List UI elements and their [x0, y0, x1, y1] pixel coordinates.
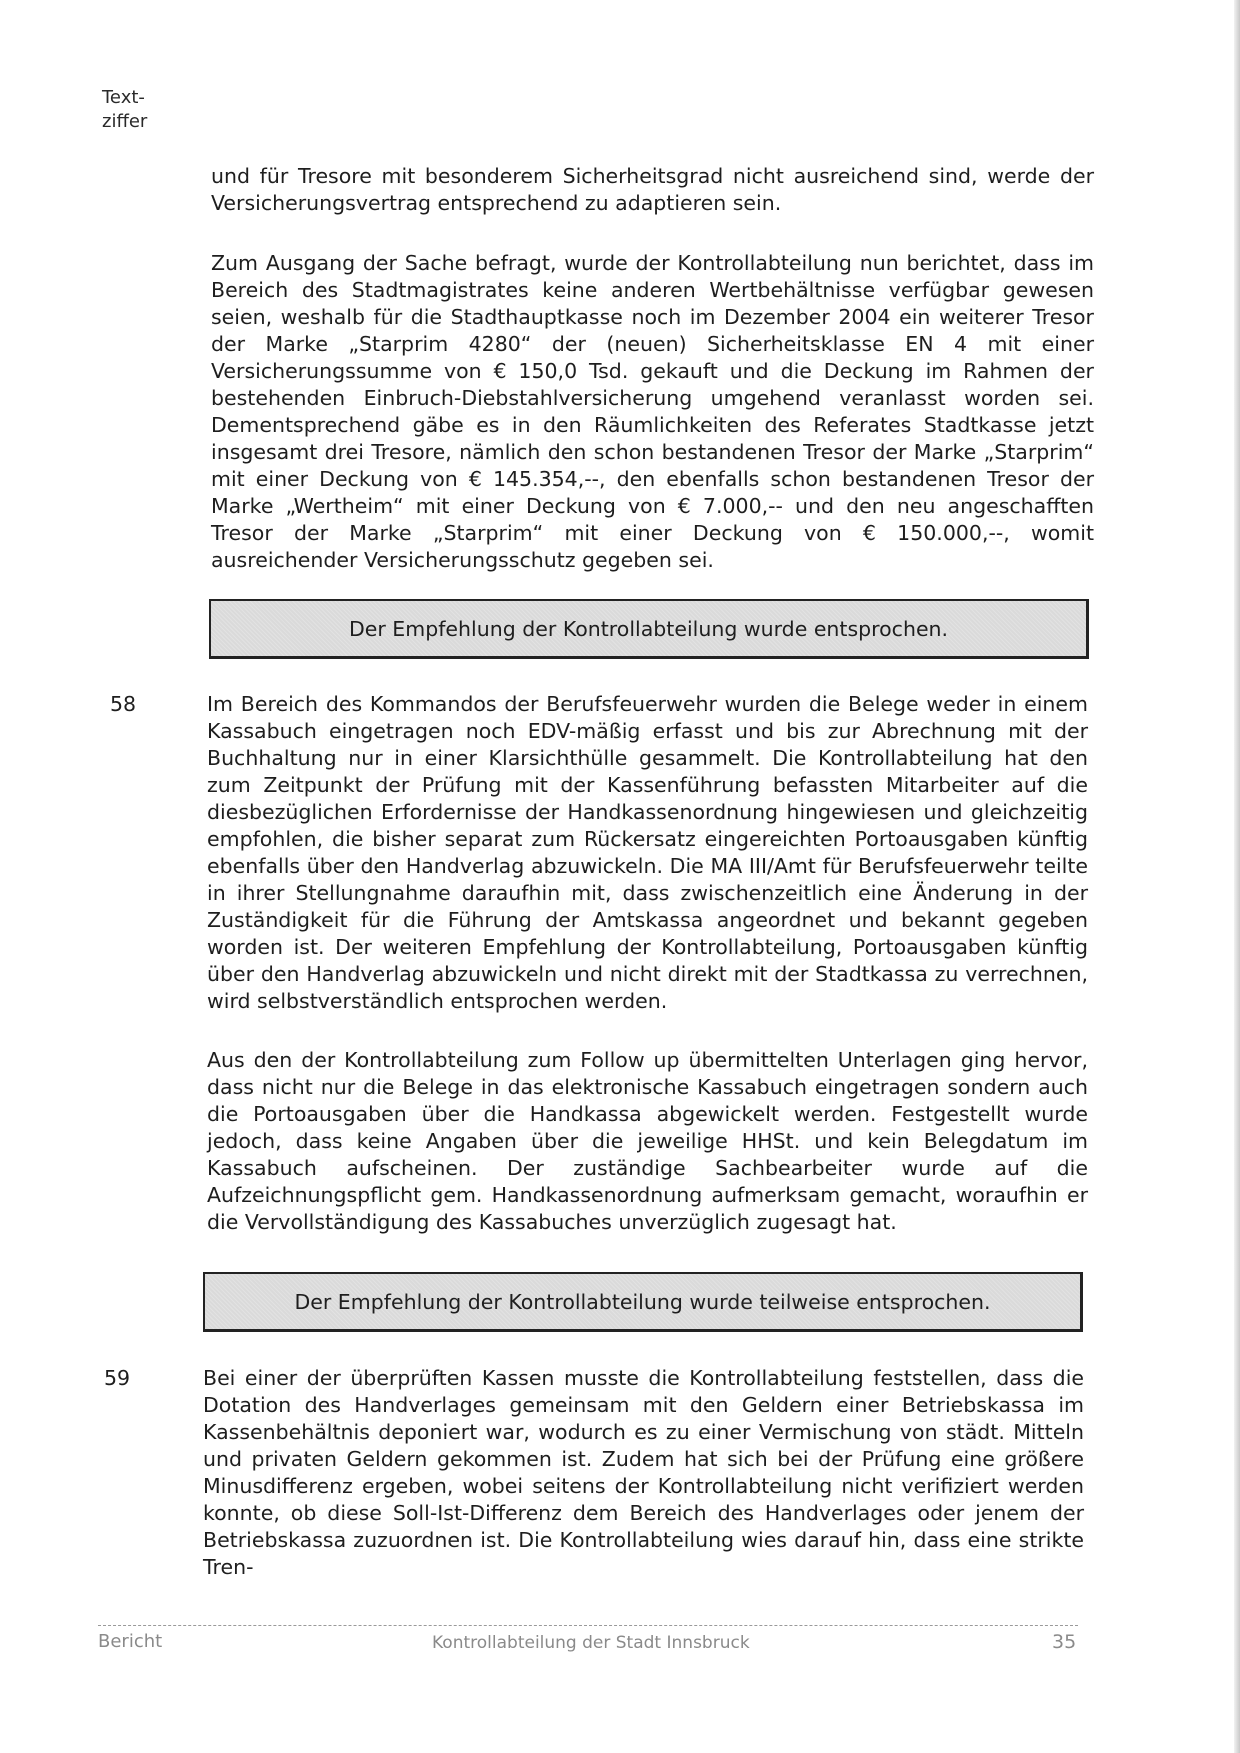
- textziffer-59: 59: [104, 1366, 131, 1390]
- textziffer-58: 58: [110, 692, 137, 716]
- verdict-box-1: [209, 599, 1089, 659]
- intro-paragraph-1: und für Tresore mit besonderem Sicherheitsgrad nicht ausreichend sind, werde der Versicherungsvertrag entsprechend zu adaptieren sein.: [211, 164, 1094, 215]
- section-59-paragraph-1: Bei einer der überprüften Kassen musste die Kontrollabteilung feststellen, dass die Dotation des Handverlages gemeinsam mit den Geldern einer Betriebskassa im Kassenbehältnis deponiert war, wodurch es zu einer Vermischung von städt. Mitteln und privaten Geldern gekommen ist. Zudem hat sich bei der Prüfung eine größere Minusdifferenz ergeben, wobei seitens der Kontrollabteilung nicht verifiziert werden konnte, ob diese Soll-Ist-Differenz dem Bereich des Handverlages oder jenem der Betriebskassa zuzuordnen ist. Die Kontrollabteilung wies darauf hin, dass eine strikte Tren-: [203, 1366, 1084, 1579]
- scan-edge-shadow: [1234, 0, 1240, 1753]
- footer-page-number: 35: [1052, 1631, 1077, 1653]
- verdict-box-2: [203, 1272, 1083, 1332]
- footer-organization: Kontrollabteilung der Stadt Innsbruck: [432, 1633, 750, 1653]
- section-58-paragraph-1: Im Bereich des Kommandos der Berufsfeuerwehr wurden die Belege weder in einem Kassabuch eingetragen noch EDV-mäßig erfasst und bis zur Abrechnung mit der Buchhaltung nur in einer Klarsichthülle gesammelt. Die Kontrollabteilung hat den zum Zeitpunkt der Prüfung mit der Kassenführung befassten Mitarbeiter auf die diesbezüglichen Erfordernisse der Handkassenordnung hingewiesen und gleichzeitig empfohlen, die bisher separat zum Rückersatz eingereichten Portoausgaben künftig ebenfalls über den Handverlag abzuwickeln. Die MA III/Amt für Berufsfeuerwehr teilte in ihrer Stellungnahme daraufhin mit, dass zwischenzeitlich eine Änderung in der Zuständigkeit für die Führung der Amtskassa angeordnet und bekannt gegeben worden ist. Der weiteren Empfehlung der Kontrollabteilung, Portoausgaben künftig über den Handverlag abzuwickeln und nicht direkt mit der Stadtkassa zu verrechnen, wird selbstverständlich entsprochen werden.: [207, 692, 1088, 1013]
- verdict-text-1: Der Empfehlung der Kontrollabteilung wurde entsprochen.: [348, 616, 949, 641]
- verdict-text-2: Der Empfehlung der Kontrollabteilung wurde teilweise entsprochen.: [294, 1289, 991, 1314]
- intro-paragraph-2: Zum Ausgang der Sache befragt, wurde der Kontrollabteilung nun berichtet, dass im Bereich des Stadtmagistrates keine anderen Wertbehältnisse verfügbar gewesen seien, weshalb für die Stadthauptkasse noch im Dezember 2004 ein weiterer Tresor der Marke „Starprim 4280“ der (neuen) Sicherheitsklasse EN 4 mit einer Versicherungssumme von € 150,0 Tsd. gekauft und die Deckung im Rahmen der bestehenden Einbruch-Diebstahlversicherung umgehend veranlasst worden sei. Dementsprechend gäbe es in den Räumlichkeiten des Referates Stadtkasse jetzt insgesamt drei Tresore, nämlich den schon bestandenen Tresor der Marke „Starprim“ mit einer Deckung von € 145.354,--, den ebenfalls schon bestandenen Tresor der Marke „Wertheim“ mit einer Deckung von € 7.000,-- und den neu angeschafften Tresor der Marke „Starprim“ mit einer Deckung von € 150.000,--, womit ausreichender Versicherungsschutz gegeben sei.: [211, 251, 1094, 572]
- footer-divider: [98, 1625, 1078, 1626]
- margin-label-textziffer: Text- ziffer: [102, 87, 148, 132]
- footer-report-label: Bericht: [98, 1631, 163, 1652]
- section-58-paragraph-2: Aus den der Kontrollabteilung zum Follow up übermittelten Unterlagen ging hervor, dass nicht nur die Belege in das elektronische Kassabuch eingetragen sondern auch die Portoausgaben über die Handkassa abgewickelt werden. Festgestellt wurde jedoch, dass keine Angaben über die jeweilige HHSt. und kein Belegdatum im Kassabuch aufscheinen. Der zuständige Sachbearbeiter wurde auf die Aufzeichnungspflicht gem. Handkassenordnung aufmerksam gemacht, woraufhin er die Vervollständigung des Kassabuches unverzüglich zugesagt hat.: [207, 1048, 1088, 1234]
